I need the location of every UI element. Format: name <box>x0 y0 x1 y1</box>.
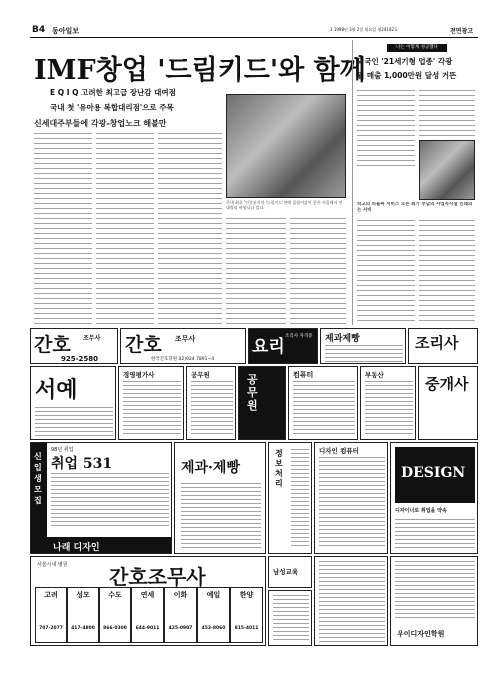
sidebar-photo <box>419 140 475 200</box>
ad-title: 공무원 <box>247 373 258 412</box>
subheadline-3: 신세대주부들에 각광-창업노크 해볼만 <box>34 119 167 128</box>
hospital-col <box>230 587 263 643</box>
sidebar-column-3 <box>357 220 415 325</box>
ad-design-academy <box>390 556 478 646</box>
ad-bakery-2 <box>174 442 266 554</box>
hospital-name: 성모 <box>76 591 90 599</box>
ad-title: 요리 <box>252 337 285 357</box>
ad-table <box>314 556 388 646</box>
headline <box>34 48 366 87</box>
hospital-col <box>67 587 99 643</box>
page-number: B4 <box>32 25 46 35</box>
ad-text <box>395 561 475 621</box>
hospital-col <box>197 587 230 643</box>
ad-kicker: 98년 취업 <box>51 447 74 453</box>
ad-men-education <box>268 556 312 588</box>
ad-title: 중개사 <box>425 375 469 393</box>
ad-title: DESIGN <box>401 465 466 481</box>
hospital-col <box>131 587 164 643</box>
hospital-columns <box>35 587 263 643</box>
ad-title: 컴퓨터 <box>293 371 314 379</box>
ad-title: 조리사 <box>415 334 459 352</box>
article-column-4 <box>226 218 286 325</box>
ad-subtitle: 조무사 <box>83 335 101 342</box>
issue-date: 3 1998년 3월 2일 월요일 제24102호 <box>330 27 398 32</box>
article-column-2 <box>96 133 154 325</box>
ad-text <box>365 381 413 437</box>
ad-title: 제과제빵 <box>325 334 360 344</box>
hospital-name: 이화 <box>173 591 188 599</box>
hospital-phone: 707-2077 <box>39 626 63 631</box>
ad-computer <box>288 366 358 440</box>
sidebar-headline-1: 외국인 '21세기형 업종' 각광 <box>357 57 453 66</box>
hospital-phone: 417-4800 <box>71 626 95 631</box>
ad-broker <box>418 366 478 440</box>
sidebar-column-2 <box>419 90 475 138</box>
subheadline-2: 국내 첫 '유아용 복합대리점'으로 주목 <box>50 103 174 112</box>
hospital-phone: 425-0907 <box>168 626 193 631</box>
ad-brand: 우이디자인학원 <box>397 630 445 638</box>
ad-text <box>293 381 355 437</box>
ad-title: 제과·제빵 <box>181 460 240 476</box>
ad-side-text: 신입생 모집 <box>34 452 42 505</box>
sidebar-article <box>352 40 478 325</box>
article-column-5 <box>290 218 346 325</box>
ad-nursing-aide-2 <box>120 328 246 364</box>
sidebar-column-1 <box>357 90 415 170</box>
ad-title: 간호 <box>125 334 162 356</box>
ad-calligraphy <box>30 366 116 440</box>
hospital-col <box>164 587 197 643</box>
ad-text <box>181 483 261 549</box>
ad-nursing-aide-3 <box>30 556 266 646</box>
ad-phone: 925-2580 <box>61 355 98 363</box>
ad-title: 공무원 <box>191 371 210 379</box>
ad-title: 서예 <box>35 377 78 403</box>
ad-bakery <box>320 328 406 364</box>
ad-appraiser <box>118 366 184 440</box>
sidebar-kicker: 나는 이렇게 성공했다 <box>387 44 447 52</box>
ad-info-processing <box>268 442 312 554</box>
ad-bottom-text: 나래 디자인 <box>53 543 100 553</box>
subheadline-1: E Q I Q 고려한 최고급 장난감 대여점 <box>50 88 176 97</box>
hospital-name: 고려 <box>44 591 58 599</box>
ad-subtitle: 디자이너로 취업을 약속 <box>395 508 447 514</box>
section-label: 전면광고 <box>450 28 474 35</box>
ad-title: 취업 531 <box>51 456 113 472</box>
ad-title: 부동산 <box>365 371 384 379</box>
hospital-phone: 815-4011 <box>234 626 259 631</box>
article-column-3 <box>158 133 222 325</box>
hospital-phone: 453-8060 <box>201 626 226 631</box>
ad-civil-service-2 <box>238 366 286 440</box>
sidebar-headline-2: 월 매출 1,000만원 달성 거뜬 <box>357 71 457 80</box>
hospital-name: 연세 <box>140 591 155 599</box>
ad-title: 간호 <box>34 334 71 356</box>
ad-title: 경영평가사 <box>123 371 155 379</box>
hospital-name: 한양 <box>239 591 254 599</box>
ad-cooking <box>248 328 318 364</box>
main-article <box>30 40 366 325</box>
ad-misc <box>268 590 312 646</box>
hospital-name: 예일 <box>206 591 221 599</box>
ad-title: 남성교육 <box>273 568 299 576</box>
ad-text <box>291 449 309 549</box>
ad-text <box>35 407 113 437</box>
article-column-1 <box>34 133 92 325</box>
ad-subtitle: 서울시내 병원 <box>37 562 68 568</box>
ad-title: 정보처리 <box>275 449 283 488</box>
ad-side-banner <box>31 443 47 554</box>
photo-caption: 주내 최초 '인플롯식의 '드림키드'전에 몰렸어갔어 좋은 서울에서 인대정리 바합니다 있다. <box>226 200 343 210</box>
ad-text <box>273 595 309 643</box>
newspaper-name: 동아일보 <box>52 27 80 35</box>
ad-subtitle: 조리사 자격증 <box>285 334 313 339</box>
ad-text <box>319 457 385 547</box>
ad-design-computer <box>314 442 388 554</box>
ad-civil-service-1 <box>186 366 236 440</box>
hospital-phone: 644-9011 <box>135 626 160 631</box>
ad-text <box>319 561 385 643</box>
ad-bottom-bar <box>47 537 172 554</box>
ad-title: 디자인 컴퓨터 <box>319 447 359 455</box>
ad-text <box>395 519 475 549</box>
hospital-phone: 866-0300 <box>103 626 127 631</box>
hospital-name: 수도 <box>108 591 122 599</box>
ad-real-estate <box>360 366 416 440</box>
ad-subtitle: 조무사 <box>175 335 196 343</box>
ad-text <box>51 473 169 529</box>
ad-footer: 한국간호학원 02)924 7891~4 <box>151 357 215 362</box>
ad-text <box>191 381 233 437</box>
ad-text <box>325 345 403 363</box>
hospital-col <box>35 587 67 643</box>
ad-nursing-aide-1 <box>30 328 118 364</box>
headline-quote: '드림키드'와 <box>157 55 305 86</box>
headline-prefix: IMF창업 <box>34 55 148 86</box>
headline-suffix: 함께 <box>313 55 366 86</box>
article-photo <box>226 94 346 198</box>
ad-chef <box>408 328 478 364</box>
sidebar-caption: 학고의 피돌짜 서비스 오픈 최기 부담의 사업자시설 인쇄의는 서비 <box>357 202 473 213</box>
ad-title: 간호조무사 <box>109 565 206 589</box>
page-header <box>30 24 478 38</box>
ad-recruit-531 <box>30 442 172 554</box>
ad-design-school <box>390 442 478 554</box>
sidebar-column-4 <box>419 220 475 325</box>
ad-text <box>123 381 181 437</box>
ad-graphic <box>395 447 475 503</box>
hospital-col <box>99 587 131 643</box>
